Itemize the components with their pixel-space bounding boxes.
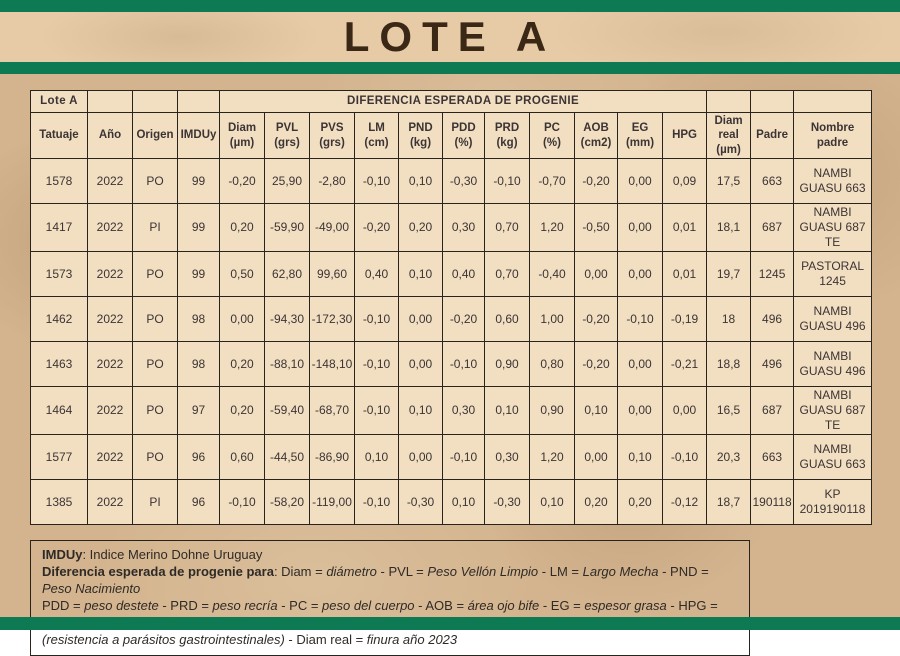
table-cell: 1417 — [31, 204, 88, 252]
table-cell: 0,00 — [618, 204, 663, 252]
table-cell: 0,00 — [618, 252, 663, 297]
table-cell: 687 — [751, 204, 794, 252]
table-cell: 0,30 — [443, 204, 485, 252]
table-cell: 0,01 — [663, 252, 707, 297]
table-cell: 663 — [751, 159, 794, 204]
table-cell: 2022 — [88, 387, 133, 435]
table-cell: -86,90 — [310, 435, 355, 480]
table-cell: 0,60 — [220, 435, 265, 480]
table-cell: 18,8 — [707, 342, 751, 387]
table-cell: 0,40 — [355, 252, 399, 297]
table-cell: -0,30 — [443, 159, 485, 204]
table-cell: 1462 — [31, 297, 88, 342]
lote-a-cell: Lote A — [31, 91, 88, 113]
table-cell: 0,01 — [663, 204, 707, 252]
progeny-table — [30, 90, 872, 525]
table-cell: 0,20 — [220, 204, 265, 252]
group-header-row — [31, 91, 872, 113]
table-cell: 0,00 — [663, 387, 707, 435]
table-cell: 2022 — [88, 297, 133, 342]
empty-header-cell — [88, 91, 133, 113]
table-cell: 2022 — [88, 204, 133, 252]
table-cell: -0,40 — [530, 252, 575, 297]
table-cell: -0,19 — [663, 297, 707, 342]
legend-line: (resistencia a parásitos gastrointestinales) - Diam real = finura año 2023 — [42, 632, 458, 648]
table-cell: -0,20 — [575, 297, 618, 342]
table-cell: 0,90 — [530, 387, 575, 435]
column-header-pnd: PND (kg) — [399, 113, 443, 159]
table-cell: -0,10 — [663, 435, 707, 480]
table-cell: PASTORAL 1245 — [794, 252, 872, 297]
table-cell: -0,10 — [355, 480, 399, 525]
column-header-lm: LM (cm) — [355, 113, 399, 159]
top-green-bar — [0, 0, 900, 12]
table-cell: -0,20 — [443, 297, 485, 342]
empty-header-cell — [794, 91, 872, 113]
table-cell: 0,20 — [220, 342, 265, 387]
column-header-tatuaje: Tatuaje — [31, 113, 88, 159]
column-header-diam-real: Diam real (µm) — [707, 113, 751, 159]
column-header-pc: PC (%) — [530, 113, 575, 159]
table-cell: PO — [133, 342, 178, 387]
table-cell: 96 — [178, 480, 220, 525]
table-cell: 18,1 — [707, 204, 751, 252]
table-cell: 0,10 — [355, 435, 399, 480]
table-row — [31, 480, 872, 525]
table-cell: 0,10 — [530, 480, 575, 525]
table-row — [31, 342, 872, 387]
table-cell: 99,60 — [310, 252, 355, 297]
progeny-span-cell: DIFERENCIA ESPERADA DE PROGENIE — [220, 91, 707, 113]
table-cell: 1573 — [31, 252, 88, 297]
table-cell: 0,10 — [399, 252, 443, 297]
table-cell: -0,20 — [355, 204, 399, 252]
table-cell: 1,20 — [530, 435, 575, 480]
table-cell: -0,10 — [355, 159, 399, 204]
table-cell: 0,20 — [220, 387, 265, 435]
legend-line: Diferencia esperada de progenie para: Diam = diámetro - PVL = Peso Vellón Limpio - LM = Largo Mecha - PND = Peso Nacimiento — [42, 564, 709, 597]
table-cell: 97 — [178, 387, 220, 435]
table-cell: 17,5 — [707, 159, 751, 204]
table-cell: 687 — [751, 387, 794, 435]
table-cell: 19,7 — [707, 252, 751, 297]
table-cell: -44,50 — [265, 435, 310, 480]
table-cell: 0,10 — [399, 387, 443, 435]
table-cell: -0,10 — [355, 297, 399, 342]
table-cell: 2022 — [88, 252, 133, 297]
table-cell: 0,80 — [530, 342, 575, 387]
table-cell: 16,5 — [707, 387, 751, 435]
title-underline-bar — [0, 62, 900, 74]
table-cell: 18 — [707, 297, 751, 342]
table-cell: 0,00 — [399, 297, 443, 342]
table-cell: 20,3 — [707, 435, 751, 480]
table-cell: 1463 — [31, 342, 88, 387]
table-row — [31, 252, 872, 297]
table-cell: KP 2019190118 — [794, 480, 872, 525]
table-cell: 0,00 — [618, 159, 663, 204]
table-head — [31, 91, 872, 159]
table-cell: 0,70 — [485, 204, 530, 252]
table-cell: 1,00 — [530, 297, 575, 342]
table-cell: NAMBI GUASU 663 — [794, 159, 872, 204]
table-cell: NAMBI GUASU 496 — [794, 342, 872, 387]
table-cell: -0,50 — [575, 204, 618, 252]
table-cell: 1577 — [31, 435, 88, 480]
table-cell: 98 — [178, 342, 220, 387]
table-cell: 2022 — [88, 480, 133, 525]
empty-header-cell — [707, 91, 751, 113]
table-row — [31, 387, 872, 435]
table-cell: 2022 — [88, 435, 133, 480]
table-cell: 0,60 — [485, 297, 530, 342]
table-cell: PO — [133, 435, 178, 480]
empty-header-cell — [751, 91, 794, 113]
table-cell: -0,12 — [663, 480, 707, 525]
column-header-pvl: PVL (grs) — [265, 113, 310, 159]
table-row — [31, 435, 872, 480]
table-cell: 18,7 — [707, 480, 751, 525]
table-cell: 496 — [751, 342, 794, 387]
page-title: LOTE A — [343, 13, 557, 60]
table-cell: NAMBI GUASU 687 TE — [794, 387, 872, 435]
legend-line: PDD = peso destete - PRD = peso recría - PC = peso del cuerpo - AOB = área ojo bife - EG = espesor grasa - HPG = — [42, 598, 718, 614]
column-header-imduy: IMDUy — [178, 113, 220, 159]
table-cell: 0,00 — [220, 297, 265, 342]
table-cell: 0,00 — [399, 342, 443, 387]
table-cell: -2,80 — [310, 159, 355, 204]
table-cell: 62,80 — [265, 252, 310, 297]
table-cell: 0,90 — [485, 342, 530, 387]
column-header-eg: EG (mm) — [618, 113, 663, 159]
table-cell: -59,90 — [265, 204, 310, 252]
table-cell: NAMBI GUASU 496 — [794, 297, 872, 342]
table-cell: 0,30 — [485, 435, 530, 480]
table-cell: 99 — [178, 159, 220, 204]
table-cell: PI — [133, 204, 178, 252]
table-cell: PO — [133, 387, 178, 435]
table-cell: -0,10 — [355, 387, 399, 435]
column-header-pdd: PDD (%) — [443, 113, 485, 159]
table-cell: 1464 — [31, 387, 88, 435]
table-cell: 0,00 — [399, 435, 443, 480]
table-cell: 0,10 — [618, 435, 663, 480]
column-header-aob: AOB (cm2) — [575, 113, 618, 159]
column-header-diam: Diam (µm) — [220, 113, 265, 159]
table-cell: 98 — [178, 297, 220, 342]
table-cell: 0,10 — [485, 387, 530, 435]
table-cell: -172,30 — [310, 297, 355, 342]
table-cell: -119,00 — [310, 480, 355, 525]
column-header-nombre-padre: Nombre padre — [794, 113, 872, 159]
table-cell: 0,50 — [220, 252, 265, 297]
table-cell: -0,10 — [485, 159, 530, 204]
table-cell: -0,10 — [220, 480, 265, 525]
table-cell: 1578 — [31, 159, 88, 204]
column-header-pvs: PVS (grs) — [310, 113, 355, 159]
table-cell: 190118 — [751, 480, 794, 525]
table-cell: -0,20 — [575, 342, 618, 387]
table-cell: -88,10 — [265, 342, 310, 387]
table-cell: 99 — [178, 204, 220, 252]
column-header-origen: Origen — [133, 113, 178, 159]
table-cell: 0,10 — [443, 480, 485, 525]
table-cell: -148,10 — [310, 342, 355, 387]
table-cell: 0,20 — [399, 204, 443, 252]
table-cell: 0,70 — [485, 252, 530, 297]
table-row — [31, 204, 872, 252]
table-cell: -0,21 — [663, 342, 707, 387]
table-cell: -59,40 — [265, 387, 310, 435]
table-cell: -0,20 — [220, 159, 265, 204]
column-header-prd: PRD (kg) — [485, 113, 530, 159]
table-cell: 0,10 — [399, 159, 443, 204]
table-cell: -0,70 — [530, 159, 575, 204]
table-body — [31, 159, 872, 525]
table-cell: 0,20 — [575, 480, 618, 525]
table-row — [31, 159, 872, 204]
table-cell: -68,70 — [310, 387, 355, 435]
table-cell: 0,10 — [575, 387, 618, 435]
table-cell: -0,30 — [485, 480, 530, 525]
table-cell: -0,20 — [575, 159, 618, 204]
table-cell: 25,90 — [265, 159, 310, 204]
table-cell: 0,40 — [443, 252, 485, 297]
table-cell: NAMBI GUASU 663 — [794, 435, 872, 480]
table-cell: -0,30 — [399, 480, 443, 525]
bottom-green-bar — [0, 617, 900, 630]
table-cell: 663 — [751, 435, 794, 480]
legend-line: IMDUy: Indice Merino Dohne Uruguay — [42, 547, 263, 563]
table-cell: 0,20 — [618, 480, 663, 525]
table-cell: -58,20 — [265, 480, 310, 525]
table-cell: 0,00 — [618, 387, 663, 435]
table-cell: 0,09 — [663, 159, 707, 204]
table-row — [31, 297, 872, 342]
table-cell: -0,10 — [355, 342, 399, 387]
table-cell: -94,30 — [265, 297, 310, 342]
table-cell: PO — [133, 297, 178, 342]
table-cell: -0,10 — [443, 342, 485, 387]
table-cell: 0,00 — [618, 342, 663, 387]
table-cell: 2022 — [88, 159, 133, 204]
table-cell: 99 — [178, 252, 220, 297]
table-cell: PO — [133, 159, 178, 204]
column-header-padre: Padre — [751, 113, 794, 159]
table-cell: -49,00 — [310, 204, 355, 252]
table-cell: -0,10 — [618, 297, 663, 342]
table-cell: -0,10 — [443, 435, 485, 480]
column-header-row — [31, 113, 872, 159]
table-cell: 0,00 — [575, 435, 618, 480]
empty-header-cell — [178, 91, 220, 113]
table-cell: PI — [133, 480, 178, 525]
table-cell: 2022 — [88, 342, 133, 387]
legend-box — [30, 540, 750, 656]
table-cell: PO — [133, 252, 178, 297]
title-band — [0, 12, 900, 62]
table-cell: 0,00 — [575, 252, 618, 297]
table-cell: NAMBI GUASU 687 TE — [794, 204, 872, 252]
table-cell: 496 — [751, 297, 794, 342]
empty-header-cell — [133, 91, 178, 113]
column-header-año: Año — [88, 113, 133, 159]
column-header-hpg: HPG — [663, 113, 707, 159]
table-cell: 1245 — [751, 252, 794, 297]
table-cell: 96 — [178, 435, 220, 480]
table-cell: 1,20 — [530, 204, 575, 252]
table-cell: 0,30 — [443, 387, 485, 435]
table-cell: 1385 — [31, 480, 88, 525]
